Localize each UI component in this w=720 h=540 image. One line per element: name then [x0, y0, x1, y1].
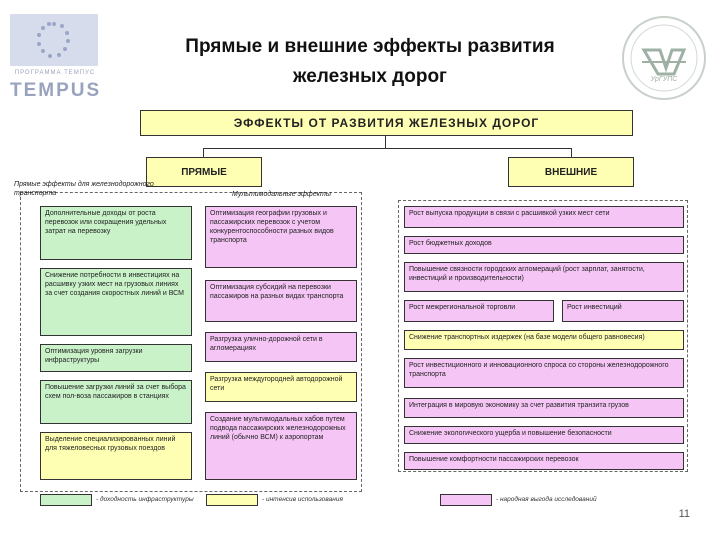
- rail-effect-5: Выделение специализированных линий для тяжеловесных грузовых поездов: [40, 432, 192, 480]
- direct-header: ПРЯМЫЕ: [146, 157, 262, 187]
- external-header: ВНЕШНИЕ: [508, 157, 634, 187]
- external-effect-8: Интеграция в мировую экономику за счет развития транзита грузов: [404, 398, 684, 418]
- external-effect-7: Рост инвестиционного и инновационного спроса со стороны железнодорожного транспорта: [404, 358, 684, 388]
- legend-swatch-yellow: [206, 494, 258, 506]
- multimodal-effect-2: Оптимизация субсидий на перевозки пассажиров на разных видах транспорта: [205, 280, 357, 322]
- multimodal-effect-3: Разгрузка улично-дорожной сети в агломерациях: [205, 332, 357, 362]
- external-effect-9: Снижение экологического ущерба и повышение безопасности: [404, 426, 684, 444]
- legend-swatch-green: [40, 494, 92, 506]
- multimodal-effect-1: Оптимизация географии грузовых и пассажирских перевозок с учетом конкурентоспособности разных видов транспорта: [205, 206, 357, 268]
- legend-swatch-pink: [440, 494, 492, 506]
- seal-caption: УрГУПС: [650, 76, 678, 83]
- external-effect-5: Рост инвестиций: [562, 300, 684, 322]
- rail-effect-3: Оптимизация уровня загрузки инфраструктуры: [40, 344, 192, 372]
- multimodal-effect-5: Создание мультимодальных хабов путем подвода пассажирских железнодорожных линий (обычно ВСМ) к аэропортам: [205, 412, 357, 480]
- eu-flag-icon: [10, 14, 98, 66]
- legend-text-yellow: - интенсив использования: [262, 496, 343, 503]
- external-effect-6: Снижение транспортных издержек (на базе модели общего равновесия): [404, 330, 684, 350]
- university-seal-icon: [620, 14, 708, 102]
- external-effect-2: Рост бюджетных доходов: [404, 236, 684, 254]
- title-line-1: Прямые и внешние эффекты развития: [185, 36, 555, 57]
- tempus-wordmark: TEMPUS: [10, 80, 102, 101]
- external-effect-4: Рост межрегиональной торговли: [404, 300, 554, 322]
- legend-text-pink: - народная выгода исследований: [496, 496, 597, 503]
- tempus-caption: ПРОГРАММА ТЕМПУС: [14, 70, 96, 76]
- rail-effect-2: Снижение потребности в инвестициях на расшивку узких мест на грузовых линиях за счет создания скоростных линий и ВСМ: [40, 268, 192, 336]
- page-number: 11: [678, 508, 690, 520]
- rail-effect-4: Повышение загрузки линий за счет выбора схем пол-воза пассажиров в станциях: [40, 380, 192, 424]
- title-line-2: железных дорог: [293, 66, 447, 87]
- multimodal-label: Мультимодальные эффекты: [232, 191, 332, 198]
- page-title: [150, 32, 590, 92]
- root-box: ЭФФЕКТЫ ОТ РАЗВИТИЯ ЖЕЛЕЗНЫХ ДОРОГ: [140, 110, 633, 136]
- rail-effect-1: Дополнительные доходы от роста перевозок или сокращения удельных затрат на перевозку: [40, 206, 192, 260]
- legend-text-green: - доходность инфраструктуры: [96, 496, 194, 503]
- external-effect-10: Повышение комфортности пассажирских перевозок: [404, 452, 684, 470]
- external-effect-3: Повышение связности городских агломераций (рост зарплат, занятости, инвестиций и производительности): [404, 262, 684, 292]
- direct-rail-label: Прямые эффекты для железнодорожного транспорта: [14, 181, 154, 197]
- external-effect-1: Рост выпуска продукции в связи с расшивкой узких мест сети: [404, 206, 684, 228]
- multimodal-effect-4: Разгрузка междугородней автодорожной сети: [205, 372, 357, 402]
